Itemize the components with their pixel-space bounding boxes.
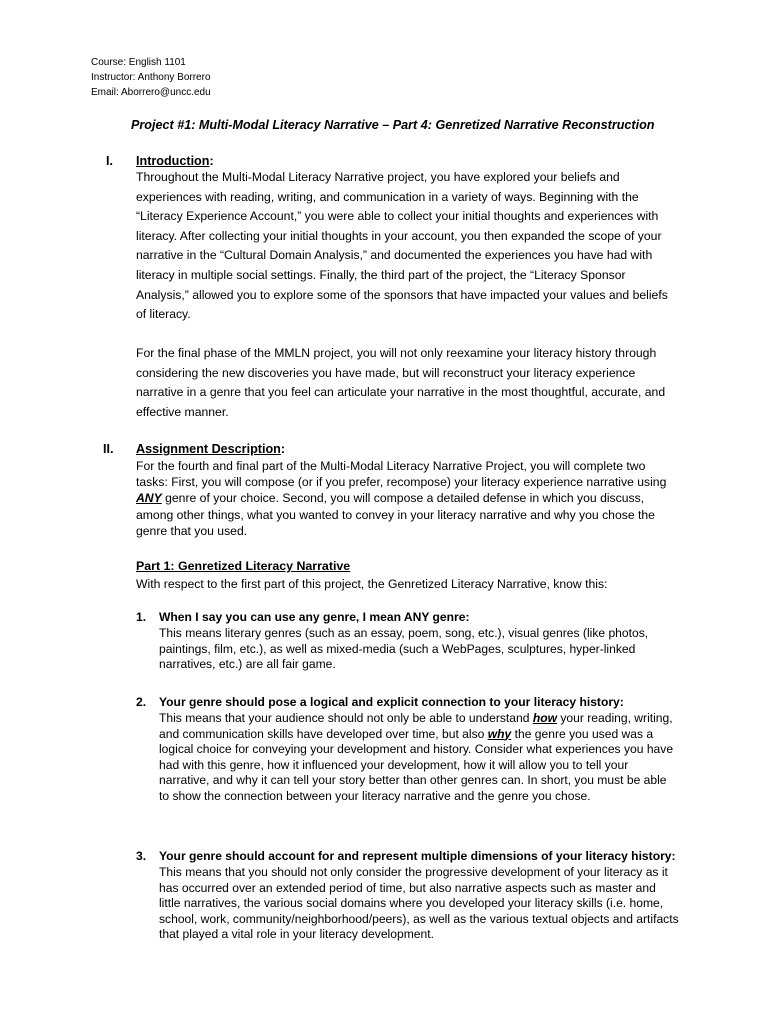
assignment-paragraph	[136, 458, 676, 539]
list-item-2-body	[159, 711, 679, 804]
section-2-number: II.	[103, 442, 114, 456]
intro-paragraph-2: For the final phase of the MMLN project, you will not only reexamine your literacy history through considering the new discoveries you have made, but will reconstruct your literacy experience narrative in a genre that you feel can articulate your narrative in the most thoughtful, accurate, and effective manner.	[136, 346, 666, 419]
part-1-heading: Part 1: Genretized Literacy Narrative	[136, 559, 351, 573]
section-1-heading-text: Introduction	[136, 154, 210, 168]
instructor-line: Instructor: Anthony Borrero	[91, 72, 211, 83]
list-item-2-title: Your genre should pose a logical and explicit connection to your literacy history:	[159, 695, 624, 709]
section-2-heading-colon: :	[280, 442, 286, 456]
document-title: Project #1: Multi-Modal Literacy Narrative – Part 4: Genretized Narrative Reconstruction	[131, 118, 655, 132]
list-item-2-text-a: This means that your audience should not only be able to understand	[159, 711, 533, 725]
intro-paragraph-1: Throughout the Multi-Modal Literacy Narrative project, you have explored your beliefs and experiences with reading, writing, and communication in a variety of ways. Beginning with the “Literacy Experience Account,” you were able to collect your initial thoughts and experiences with literacy. After collecting your initial thoughts in your account, you then expanded the scope of your narrative in the “Cultural Domain Analysis,” and documented the experiences you have had with literacy in multiple social settings. Finally, the third part of the project, the “Literacy Sponsor Analysis,” allowed you to explore some of the sponsors that have impacted your values and beliefs of literacy.	[136, 170, 668, 322]
assignment-text-a: For the fourth and final part of the Multi-Modal Literacy Narrative Project, you will complete two tasks: First, you will compose (or if you prefer, recompose) your literacy experience narrative using	[136, 459, 667, 490]
how-emphasis: how	[532, 711, 557, 725]
why-emphasis: why	[487, 726, 512, 741]
email-line: Email: Aborrero@uncc.edu	[91, 87, 211, 98]
list-item-1-body: This means literary genres (such as an essay, poem, song, etc.), visual genres (like photos, paintings, film, etc.), as well as mixed-media (such a WebPages, sculptures, hyper-linked narratives, etc.) are all fair game.	[159, 626, 649, 671]
section-1-heading-colon: :	[209, 154, 214, 168]
any-emphasis: ANY	[136, 491, 162, 506]
course-line: Course: English 1101	[91, 57, 186, 68]
part-1-intro: With respect to the first part of this project, the Genretized Literacy Narrative, know this:	[136, 577, 608, 591]
section-1-heading	[136, 154, 214, 168]
list-item-2-number: 2.	[136, 695, 147, 709]
list-item-3-body: This means that you should not only consider the progressive development of your literacy as it has occurred over an extended period of time, but also narrative aspects such as master and little narratives, the various social domains where you developed your literacy skills (i.e. home, school, work, community/neighborhood/peers), as well as the various textual objects and artifacts that played a vital role in your literacy development.	[159, 865, 679, 941]
list-item-3-title: Your genre should account for and represent multiple dimensions of your literacy history:	[159, 849, 676, 863]
section-2-heading-text: Assignment Description	[136, 442, 281, 456]
section-2-heading	[136, 442, 285, 456]
list-item-2-text-c: the genre you used was a logical choice for conveying your development and history. Consider what experiences you have had with this genre, how it influenced your development, how it will allow you to tell your narrative, and why it can tell your story better than other genres can. In short, you must be able to show the connection between your literacy narrative and the genre you chose.	[159, 726, 674, 803]
list-item-1-title: When I say you can use any genre, I mean ANY genre:	[159, 610, 470, 624]
list-item-2-text-b: your reading, writing, and communication skills have developed over time, but also	[159, 711, 673, 741]
list-item-1-number: 1.	[136, 610, 147, 624]
section-1-number: I.	[106, 154, 113, 168]
assignment-text-b: genre of your choice. Second, you will compose a detailed defense in which you discuss, among other things, what you wanted to convey in your literacy narrative and why you chose the genre that you used.	[136, 491, 655, 538]
list-item-3-number: 3.	[136, 849, 147, 863]
